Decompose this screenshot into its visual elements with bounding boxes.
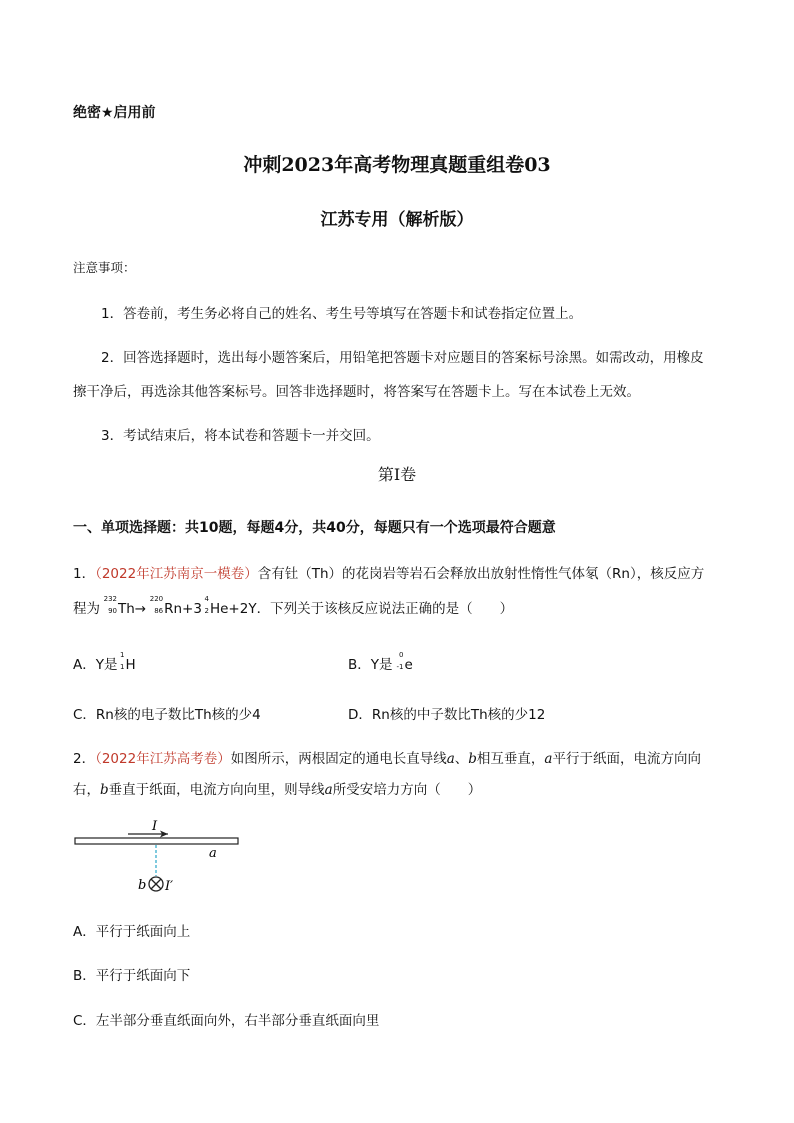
- q2-sep: 、: [454, 751, 469, 767]
- he-isotope: 4 2: [204, 594, 209, 615]
- notes-item-2-line-2: 擦干净后，再选涂其他答案标号。回答非选择题时，将答案写在答题卡上。写在本试卷上无效。: [73, 384, 640, 400]
- q2-number: 2．: [73, 751, 96, 767]
- he-symbol: He+2Y．下列关于该核反应说法正确的是（ ）: [209, 601, 514, 617]
- h-isotope: 1 1: [120, 650, 125, 671]
- q2-text-1a: 如图所示，两根固定的通电长直导线: [230, 751, 447, 767]
- q1-line-1: [73, 562, 704, 582]
- h-symbol: H: [125, 657, 136, 673]
- var-b: b: [100, 782, 109, 798]
- q1-option-c[interactable]: C．Rn核的电子数比Th核的少4: [73, 707, 261, 723]
- q2-text-2c: 所受安培力方向（ ）: [332, 782, 482, 798]
- q2-line-1: [73, 747, 701, 767]
- volume-heading: 第I卷: [377, 465, 417, 484]
- section-heading: 一、单项选择题：共10题，每题4分，共40分，每题只有一个选项最符合题意: [73, 520, 556, 536]
- q2-source: （2022年江苏高考卷）: [95, 751, 231, 767]
- notes-item-3: 3．考试结束后，将本试卷和答题卡一并交回。: [101, 428, 380, 444]
- label-wire-b: b: [138, 878, 147, 893]
- label-current-i-prime: I′: [165, 879, 174, 894]
- q2-text-1c: 平行于纸面，电流方向向: [552, 751, 701, 767]
- rn-isotope: 220 86: [149, 594, 164, 615]
- notes-item-2-line-1: 2．回答选择题时，选出每小题答案后，用铅笔把答题卡对应题目的答案标号涂黑。如需改动，用橡皮: [101, 350, 704, 366]
- q1-text: 含有钍（Th）的花岗岩等岩石会释放出放射性惰性气体氡（Rn），核反应方: [257, 566, 705, 582]
- q1-number: 1．: [73, 566, 96, 582]
- q2-line-2: [73, 778, 481, 798]
- notes-item-1: 1．答卷前，考生务必将自己的姓名、考生号等填写在答题卡和试卷指定位置上。: [101, 306, 583, 322]
- q2-option-a[interactable]: A．平行于纸面向上: [73, 924, 191, 940]
- q1-eq-prefix: 程为: [73, 601, 100, 617]
- wire-a: [75, 838, 238, 844]
- var-a: a: [544, 751, 553, 767]
- page-subtitle: 江苏专用（解析版）: [320, 210, 474, 230]
- q2-option-b[interactable]: B．平行于纸面向下: [73, 968, 191, 984]
- e-isotope: 0 -1: [396, 650, 404, 671]
- wire-diagram: [70, 812, 260, 902]
- label-wire-a: a: [209, 846, 217, 861]
- q2-text-1b: 相互垂直，: [476, 751, 545, 767]
- secret-label: 绝密★启用前: [73, 105, 156, 121]
- q2-option-c[interactable]: C．左半部分垂直纸面向外，右半部分垂直纸面向里: [73, 1013, 380, 1029]
- q1-option-a[interactable]: [73, 650, 136, 673]
- var-a: a: [324, 782, 333, 798]
- th-isotope: 232 90: [103, 594, 117, 615]
- q1-option-a-prefix: A．Y是: [73, 657, 118, 673]
- q1-option-b-prefix: B．Y是: [348, 657, 393, 673]
- var-a: a: [446, 751, 455, 767]
- label-current-i: I: [152, 819, 158, 834]
- var-b: b: [468, 751, 477, 767]
- notes-heading: 注意事项：: [73, 260, 136, 275]
- page-title: 冲刺2023年高考物理真题重组卷03: [243, 154, 551, 176]
- th-symbol: Th→: [118, 601, 147, 617]
- q2-text-2b: 垂直于纸面，电流方向向里，则导线: [108, 782, 325, 798]
- q2-text-2a: 右，: [73, 782, 100, 798]
- e-symbol: e: [404, 657, 413, 673]
- q1-option-d[interactable]: D．Rn核的中子数比Th核的少12: [348, 707, 546, 723]
- q1-option-b[interactable]: [348, 650, 413, 673]
- q1-equation-line: [73, 594, 514, 617]
- q1-source: （2022年江苏南京一模卷）: [95, 566, 258, 582]
- rn-symbol: Rn+3: [164, 601, 202, 617]
